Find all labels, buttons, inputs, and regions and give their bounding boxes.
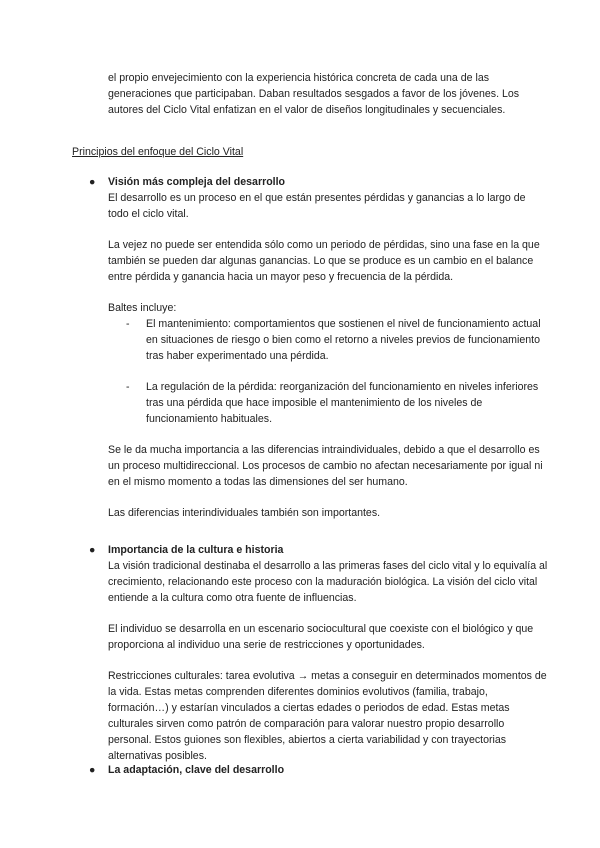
paragraph: Se le da mucha importancia a las diferencias intraindividuales, debido a que el desarrollo es un proceso multidireccional. Los procesos de cambio no afectan necesariamente por igual ni en el mismo momento a todas las dimensiones del ser humano. (108, 444, 543, 488)
bullet-section-cultura (89, 542, 548, 764)
bullet-dot-icon: ● (89, 544, 96, 556)
bullet-heading-text: La adaptación, clave del desarrollo (108, 764, 285, 776)
list-intro: Baltes incluye: (108, 302, 177, 314)
bullet-heading-adaptacion (89, 762, 548, 778)
paragraph: Las diferencias interindividuales también son importantes. (108, 507, 381, 519)
paragraph: El individuo se desarrolla en un escenario sociocultural que coexiste con el biológico y que proporciona al individuo una serie de restricciones y oportunidades. (108, 623, 534, 651)
bullet-heading-text: Visión más compleja del desarrollo (108, 176, 286, 188)
bullet-section-vision (89, 174, 548, 521)
intro-paragraph: el propio envejecimiento con la experiencia histórica concreta de cada una de las generaciones que participaban. Daban resultados sesgados a favor de los jóvenes. Los autores del Ciclo Vital enfatizan en el valor de diseños longitudinales y secuenciales. (108, 72, 520, 116)
section-title: Principios del enfoque del Ciclo Vital (72, 146, 244, 158)
list-item (108, 379, 548, 427)
list-item (108, 316, 548, 364)
bullet-section-adaptacion (89, 762, 548, 778)
dash-marker: - (126, 318, 130, 330)
bullet-dot-icon: ● (89, 176, 96, 188)
bullet-heading-vision (89, 174, 548, 190)
paragraph: El desarrollo es un proceso en el que están presentes pérdidas y ganancias a lo largo de todo el ciclo vital. (108, 192, 526, 220)
paragraph: Restricciones culturales: tarea evolutiva → metas a conseguir en determinados momentos de la vida. Estas metas comprenden diferentes dominios evolutivos (familia, trabajo, formación…) y estarían vinculados a ciertas edades o periodos de edad. Estas metas culturales sirven como patrón de comparación para valorar nuestro propio desarrollo personal. Estos guiones son flexibles, abiertos a cierta variabilidad y con trayectorias alternativas posibles. (108, 670, 547, 762)
paragraph: La vejez no puede ser entendida sólo como un periodo de pérdidas, sino una fase en la que también se pueden dar algunas ganancias. Lo que se produce es un cambio en el balance entre pérdida y ganancia hacia un mayor peso y frecuencia de la pérdida. (108, 239, 540, 283)
list-item-text: El mantenimiento: comportamientos que sostienen el nivel de funcionamiento actual en situaciones de riesgo o bien como el retorno a niveles previos de funcionamiento tras haber experimentado una pérdida. (146, 318, 541, 362)
bullet-dot-icon: ● (89, 764, 96, 776)
bullet-heading-cultura (89, 542, 548, 558)
bullet-heading-text: Importancia de la cultura e historia (108, 544, 284, 556)
paragraph: La visión tradicional destinaba el desarrollo a las primeras fases del ciclo vital y lo equivalía al crecimiento, relacionando este proceso con la maduración biológica. La visión del ciclo vital entiende a la cultura como otra fuente de influencias. (108, 560, 548, 604)
list-item-text: La regulación de la pérdida: reorganización del funcionamiento en niveles inferiores tras una pérdida que hace imposible el mantenimiento de los niveles de funcionamiento habituales. (146, 381, 539, 425)
dash-marker: - (126, 381, 130, 393)
dash-list (108, 316, 548, 427)
